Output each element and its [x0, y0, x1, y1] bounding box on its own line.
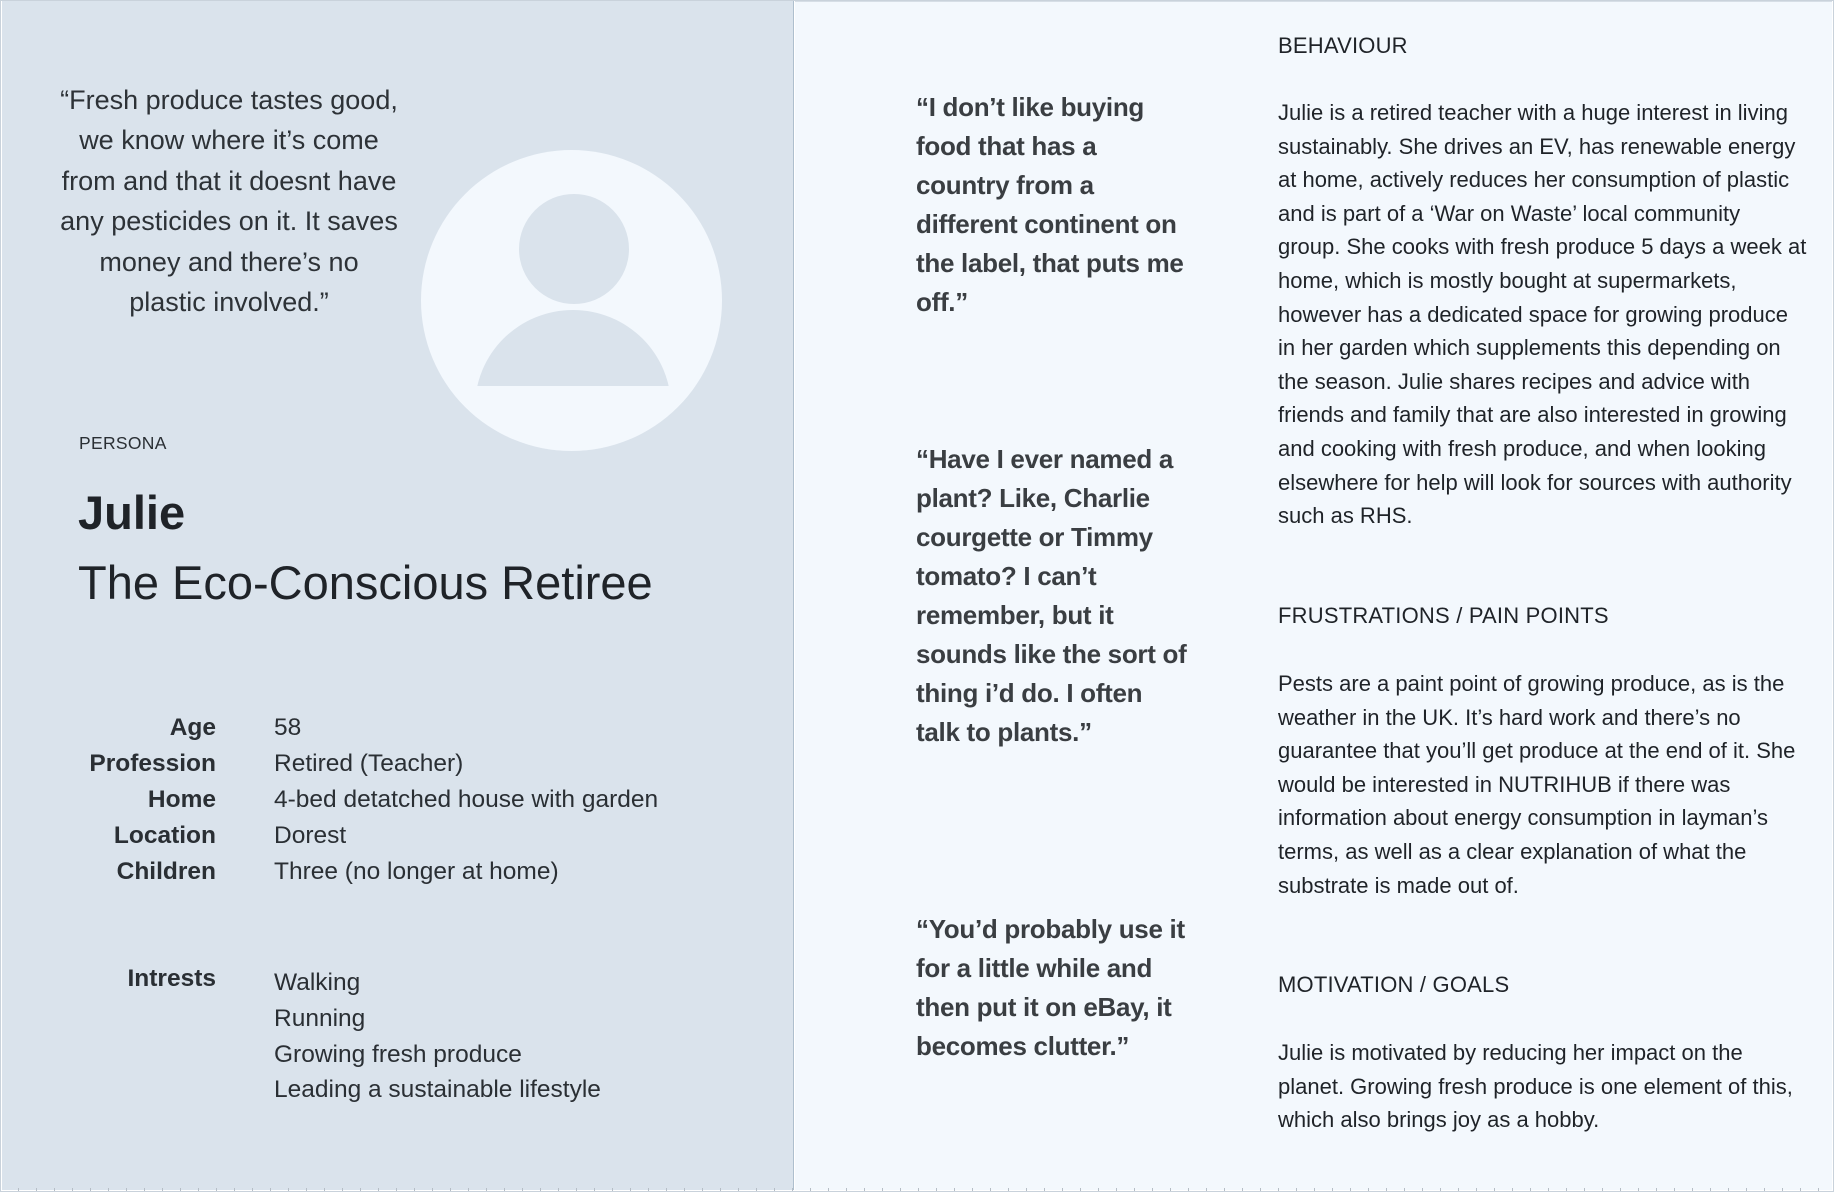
user-quote: “Have I ever named a plant? Like, Charlie courgette or Timmy tomato? I can’t remember, but it sounds like the sort of thing i’d do. I often talk to plants.” — [916, 444, 1187, 747]
detail-label: Profession — [89, 750, 216, 777]
behaviour-text: Julie is a retired teacher with a huge interest in living sustainably. She drives an EV, has renewable energy at home, actively reduces her consumption of plastic and is part of a ‘War on Waste’ local community group. She cooks with fresh produce 5 days a week at home, which is mostly bought at supermarkets, however has a dedicated space for growing produce in her garden which supplements this depending on the season. Julie shares recipes and advice with friends and family that are also interested in growing and cooking with fresh produce, and when looking elsewhere for help will look for sources with authority such as RHS. — [1278, 100, 1807, 529]
interests-label: Intrests — [127, 965, 216, 992]
detail-value: Dorest — [274, 822, 347, 849]
detail-row-location — [0, 822, 790, 858]
detail-label: Home — [147, 786, 216, 813]
detail-row-age — [0, 714, 790, 750]
user-quote: “You’d probably use it for a little while and then put it on eBay, it becomes clutter.” — [916, 914, 1185, 1061]
persona-title: The Eco-Conscious Retiree — [78, 556, 653, 609]
user-quote: “I don’t like buying food that has a country from a different continent on the label, that puts me off.” — [916, 92, 1184, 317]
detail-label: Location — [113, 822, 216, 849]
hero-quote: “Fresh produce tastes good, we know where it’s come from and that it doesnt have any pesticides on it. It saves money and there’s no plastic involved.” — [60, 85, 398, 318]
detail-value: 4-bed detatched house with garden — [274, 786, 659, 813]
canvas-ruler — [0, 1188, 1834, 1192]
frustrations-text: Pests are a paint point of growing produce, as is the weather in the UK. It’s hard work and there’s no guarantee that you’ll get produce at the end of it. She would be interested in NUTRIHUB if there was information about energy consumption in layman’s terms, as well as a clear explanation of what the substrate is made out of. — [1278, 671, 1796, 898]
motivation-heading: MOTIVATION / GOALS — [1278, 972, 1510, 997]
detail-value: Retired (Teacher) — [274, 750, 464, 777]
detail-row-children — [0, 858, 790, 894]
detail-label: Age — [169, 714, 216, 741]
motivation-text: Julie is motivated by reducing her impact on the planet. Growing fresh produce is one element of this, which also brings joy as a hobby. — [1278, 1040, 1793, 1133]
interests-list — [274, 965, 601, 1108]
persona-details — [0, 714, 790, 894]
detail-row-profession — [0, 750, 790, 786]
interest-item: Leading a sustainable lifestyle — [274, 1076, 601, 1104]
interest-item: Growing fresh produce — [274, 1040, 522, 1068]
avatar-head-shape — [519, 194, 629, 304]
interest-item: Walking — [274, 969, 361, 996]
avatar-placeholder-icon — [421, 150, 722, 451]
frustrations-heading: FRUSTRATIONS / PAIN POINTS — [1278, 603, 1609, 628]
detail-label: Children — [116, 858, 216, 885]
detail-value: Three (no longer at home) — [274, 858, 559, 885]
persona-label: PERSONA — [79, 433, 167, 453]
detail-row-home — [0, 786, 790, 822]
persona-name: Julie — [78, 486, 186, 539]
detail-value: 58 — [274, 714, 302, 741]
behaviour-heading: BEHAVIOUR — [1278, 33, 1408, 58]
interest-item: Running — [274, 1004, 366, 1032]
